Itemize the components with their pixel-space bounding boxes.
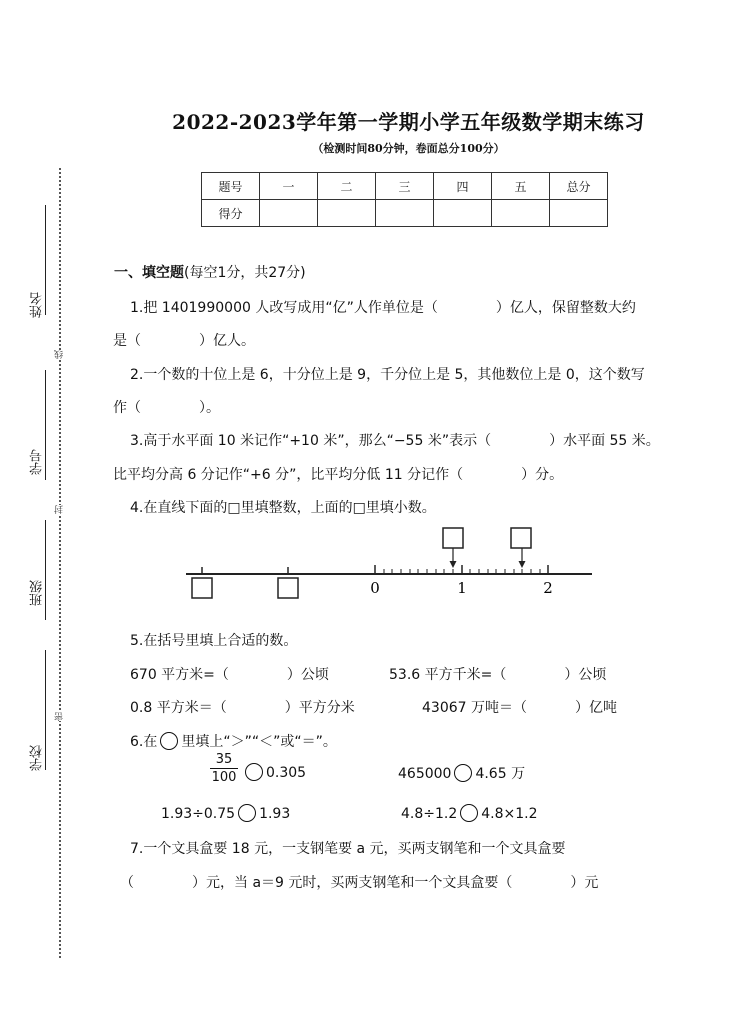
question-3-text-b: ）水平面 55 米。 bbox=[549, 433, 660, 449]
question-2-text-c: ）。 bbox=[199, 400, 220, 416]
question-6-text bbox=[130, 731, 337, 751]
score-table-score-row bbox=[202, 200, 608, 227]
fraction-35-100 bbox=[210, 752, 238, 785]
tick-label-1: 1 bbox=[457, 579, 467, 597]
score-header-cell: 一 bbox=[260, 173, 318, 200]
number-line bbox=[180, 524, 600, 604]
question-2-line-2 bbox=[113, 397, 220, 417]
class-label: 班级 bbox=[30, 580, 45, 606]
question-3-text-c: 比平均分高 6 分记作“+6 分”，比平均分低 11 分记作（ bbox=[113, 467, 464, 483]
score-header-cell: 总分 bbox=[550, 173, 608, 200]
score-table bbox=[201, 172, 608, 227]
q7-text-c: ）元，当 a＝9 元时，买两支钢笔和一个文具盒要（ bbox=[192, 875, 513, 891]
compare-value: 4.65 万 bbox=[475, 766, 526, 782]
question-3-line-2 bbox=[113, 464, 563, 484]
question-5-row-2-right bbox=[422, 697, 617, 717]
question-5-row-1-left bbox=[130, 664, 329, 684]
exam-subtitle: （检测时间80分钟，卷面总分100分） bbox=[312, 142, 505, 155]
compare-circle[interactable] bbox=[245, 763, 263, 781]
score-cell[interactable] bbox=[318, 200, 376, 227]
q6-text-b: 里填上“＞”“＜”或“＝”。 bbox=[181, 734, 337, 750]
q5-text: 53.6 平方千米=（ bbox=[389, 667, 507, 683]
q5-text: ）公顷 bbox=[564, 667, 607, 683]
question-1-line-2 bbox=[113, 330, 255, 350]
question-1-text-a: 1.把 1401990000 人改写成用“亿”人作单位是（ bbox=[130, 300, 438, 316]
compare-circle[interactable] bbox=[454, 764, 472, 782]
question-1-text-d: ）亿人。 bbox=[199, 333, 255, 349]
question-7-line-2 bbox=[120, 872, 598, 892]
score-cell[interactable] bbox=[550, 200, 608, 227]
score-header-cell: 二 bbox=[318, 173, 376, 200]
question-5-row-2-left bbox=[130, 697, 355, 717]
compare-value: 465000 bbox=[398, 766, 452, 782]
decimal-answer-box[interactable] bbox=[443, 528, 463, 548]
tick-label-2: 2 bbox=[543, 579, 553, 597]
question-3-text-d: ）分。 bbox=[521, 467, 564, 483]
score-header-cell: 五 bbox=[492, 173, 550, 200]
compare-value: 4.8÷1.2 bbox=[401, 806, 458, 822]
integer-answer-box[interactable] bbox=[278, 578, 298, 598]
binding-mark-line: 线 bbox=[55, 350, 65, 359]
fraction-numerator: 35 bbox=[210, 752, 238, 769]
q5-text: ）公顷 bbox=[286, 667, 329, 683]
section-1-title: 一、填空题 bbox=[114, 265, 184, 281]
q5-text: 670 平方米=（ bbox=[130, 667, 229, 683]
score-row-label: 得分 bbox=[202, 200, 260, 227]
name-label: 姓名 bbox=[30, 292, 45, 318]
integer-answer-box[interactable] bbox=[192, 578, 212, 598]
section-1-note: (每空1分，共27分) bbox=[184, 265, 306, 281]
question-4-text: 4.在直线下面的□里填整数，上面的□里填小数。 bbox=[130, 500, 436, 516]
q7-text-d: ）元 bbox=[570, 875, 599, 891]
question-3-text-a: 3.高于水平面 10 米记作“+10 米”，那么“−55 米”表示（ bbox=[130, 433, 492, 449]
compare-circle[interactable] bbox=[460, 804, 478, 822]
circle-icon bbox=[160, 732, 178, 750]
fraction-denominator: 100 bbox=[211, 770, 237, 785]
score-cell[interactable] bbox=[492, 200, 550, 227]
q5-text: ）亿吨 bbox=[575, 700, 617, 716]
score-header-cell: 四 bbox=[434, 173, 492, 200]
q7-text-b: （ bbox=[120, 875, 134, 891]
q5-text: ）平方分米 bbox=[284, 700, 355, 716]
score-cell[interactable] bbox=[260, 200, 318, 227]
score-cell[interactable] bbox=[376, 200, 434, 227]
exam-title: 2022-2023学年第一学期小学五年级数学期末练习 bbox=[172, 110, 645, 134]
compare-item-1 bbox=[242, 763, 306, 781]
q5-text: 43067 万吨＝（ bbox=[422, 700, 527, 716]
binding-mark-secret: 密 bbox=[55, 712, 65, 721]
question-2-line-1: 2.一个数的十位上是 6，十分位上是 9，千分位上是 5，其他数位上是 0，这个数写 bbox=[130, 367, 645, 383]
school-label: 学校 bbox=[30, 745, 45, 771]
question-7-line-1: 7.一个文具盒要 18 元，一支钢笔要 a 元，买两支钢笔和一个文具盒要 bbox=[130, 841, 566, 857]
q5-text: 0.8 平方米＝（ bbox=[130, 700, 227, 716]
compare-value: 1.93÷0.75 bbox=[161, 806, 236, 822]
question-1-line-1 bbox=[130, 297, 636, 317]
section-1-heading bbox=[114, 262, 306, 282]
score-cell[interactable] bbox=[434, 200, 492, 227]
compare-item-4 bbox=[401, 804, 538, 822]
compare-circle[interactable] bbox=[238, 804, 256, 822]
compare-item-2 bbox=[398, 763, 525, 783]
question-5-row-1-right bbox=[389, 664, 606, 684]
compare-item-3 bbox=[161, 804, 290, 822]
student-id-label: 学号 bbox=[30, 449, 45, 475]
compare-value: 1.93 bbox=[259, 806, 291, 822]
score-header-cell: 题号 bbox=[202, 173, 260, 200]
score-table-header-row bbox=[202, 173, 608, 200]
question-5-text: 5.在括号里填上合适的数。 bbox=[130, 633, 298, 649]
score-header-cell: 三 bbox=[376, 173, 434, 200]
compare-value: 4.8×1.2 bbox=[481, 806, 538, 822]
question-1-text-c: 是（ bbox=[113, 333, 141, 349]
compare-value: 0.305 bbox=[266, 765, 307, 781]
tick-label-0: 0 bbox=[370, 579, 380, 597]
binding-dotted-line bbox=[59, 168, 61, 958]
question-2-text-b: 作（ bbox=[113, 400, 141, 416]
binding-mark-seal: 封 bbox=[55, 505, 65, 514]
q6-text-a: 6.在 bbox=[130, 734, 158, 750]
question-3-line-1 bbox=[130, 430, 660, 450]
decimal-answer-box[interactable] bbox=[511, 528, 531, 548]
question-1-text-b: ）亿人，保留整数大约 bbox=[495, 300, 636, 316]
